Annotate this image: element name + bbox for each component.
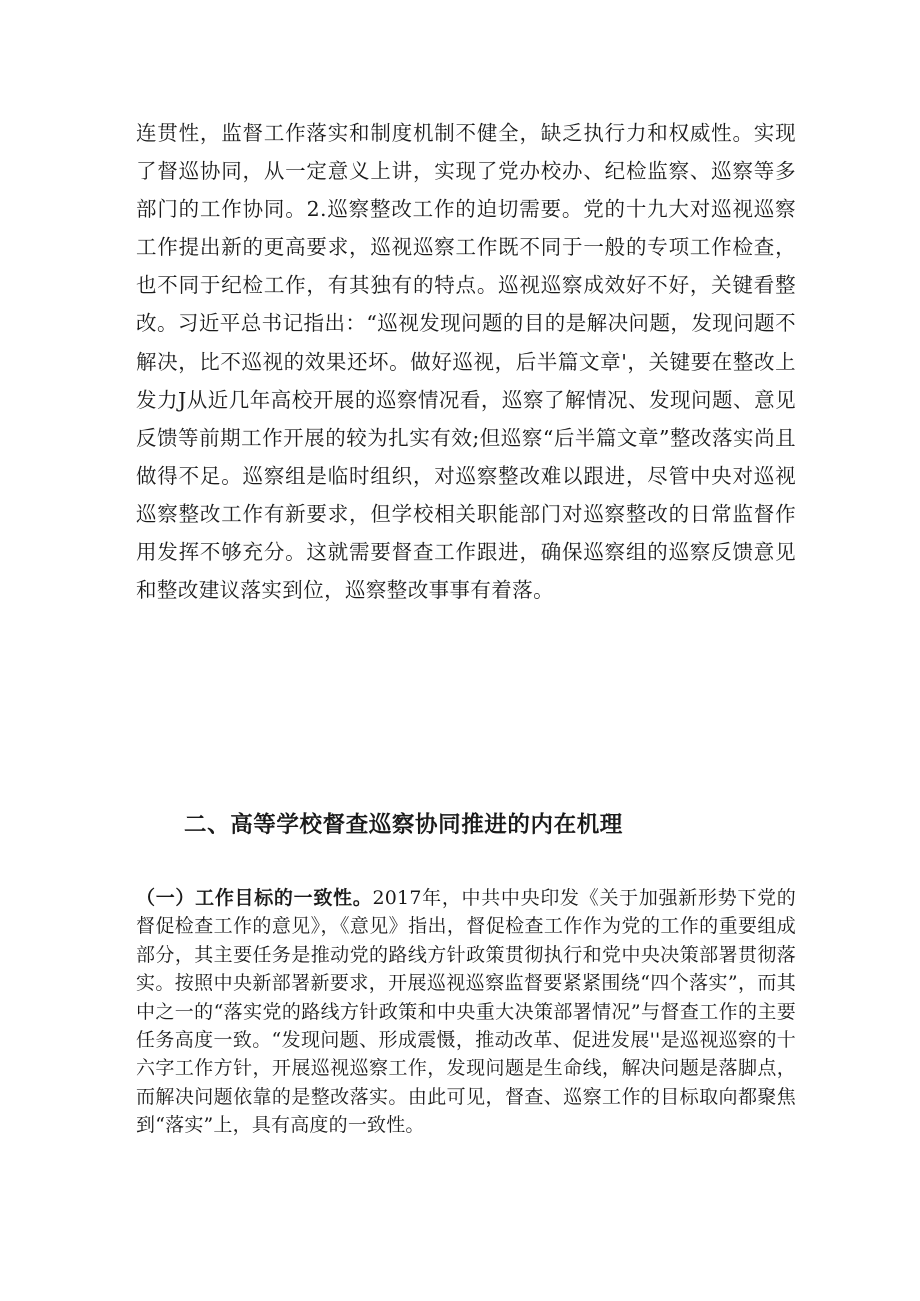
subsection-lead: （一）工作目标的一致性。: [136, 887, 373, 909]
body-paragraph-2: [136, 884, 796, 1140]
body-paragraph-1: 连贯性，监督工作落实和制度机制不健全，缺乏执行力和权威性。实现了督巡协同，从一定意义上讲，实现了党办校办、纪检监察、巡察等多部门的工作协同。2.巡察整改工作的迫切需要。党的十九大对巡视巡察工作提出新的更高要求，巡视巡察工作既不同于一般的专项工作检查，也不同于纪检工作，有其独有的特点。巡视巡察成效好不好，关键看整改。习近平总书记指出：“巡视发现问题的目的是解决问题，发现问题不解决，比不巡视的效果还坏。做好巡视，后半篇文章'，关键要在整改上发力J从近几年高校开展的巡察情况看，巡察了解情况、发现问题、意见反馈等前期工作开展的较为扎实有效;但巡察“后半篇文章”整改落实尚且做得不足。巡察组是临时组织，对巡察整改难以跟进，尽管中央对巡视巡察整改工作有新要求，但学校相关职能部门对巡察整改的日常监督作用发挥不够充分。这就需要督查工作跟进，确保巡察组的巡察反馈意见和整改建议落实到位，巡察整改事事有着落。: [136, 121, 796, 603]
subsection-body: 2017年，中共中央印发《关于加强新形势下党的督促检查工作的意见》，《意见》指出，督促检查工作作为党的工作的重要组成部分，其主要任务是推动党的路线方针政策贯彻执行和党中央决策部署贯彻落实。按照中央新部署新要求，开展巡视巡察监督要紧紧围绕“四个落实”，而其中之一的“落实党的路线方针政策和中央重大决策部署情况”与督查工作的主要任务高度一致。“发现问题、形成震慑，推动改革、促进发展''是巡视巡察的十六字工作方针，开展巡视巡察工作，发现问题是生命线，解决问题是落脚点，而解决问题依靠的是整改落实。由此可见，督查、巡察工作的目标取向都聚焦到“落实”上，具有高度的一致性。: [136, 887, 796, 1137]
section-heading: 二、高等学校督查巡察协同推进的内在机理: [184, 812, 623, 838]
